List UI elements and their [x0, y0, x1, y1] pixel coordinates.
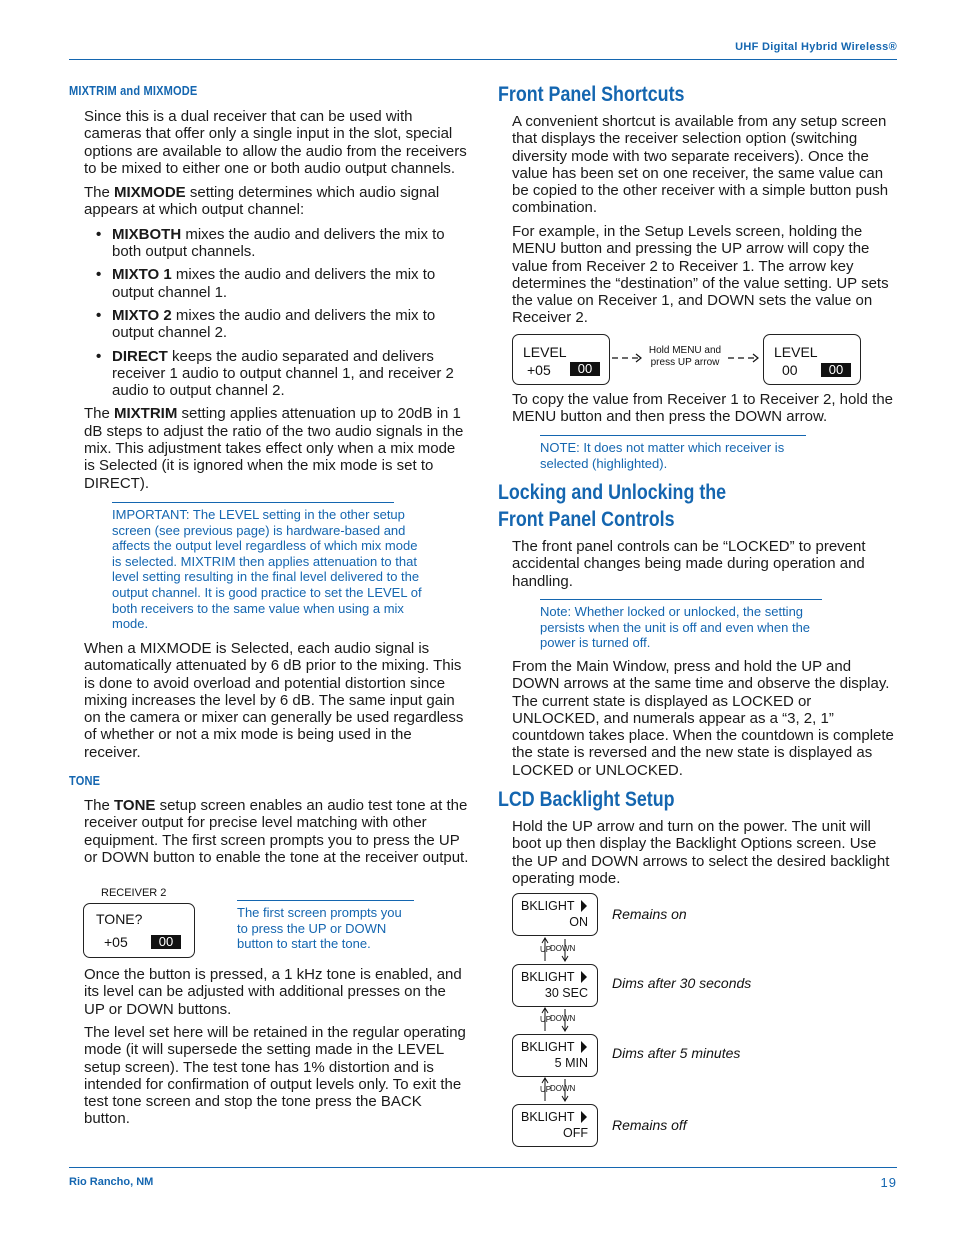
list-item [84, 266, 470, 301]
important-note [112, 502, 422, 632]
down-label: DOWN [550, 944, 576, 953]
tone-lcd-value: +05 [104, 934, 128, 950]
level-lcd-b-line1: LEVEL [774, 344, 818, 360]
backlight-line2: 30 SEC [544, 986, 588, 1000]
header-title: UHF Digital Hybrid Wireless® [735, 41, 897, 53]
lock-persist-note: Note: Whether locked or unlocked, the setting persists when the unit is off and even when the power is turned off. [540, 599, 822, 651]
locking-intro-paragraph: The front panel controls can be “LOCKED” to prevent accidental changes being made during operation and handling. [512, 538, 866, 590]
page-number: 19 [880, 1175, 897, 1190]
tone-retained-paragraph: The level set here will be retained in the regular operating mode (it will supersede the setting made in the LEVEL setup screen). The test tone has 1% distortion and is intended for confirmation of output levels only. To exit the test tone screen and stop the tone press the BACK button. [84, 1024, 466, 1128]
backlight-line1: BKLIGHT [521, 899, 575, 913]
selected-note: NOTE: It does not matter which receiver is selected (highlighted). [540, 435, 806, 471]
bullet-bold: MIXBOTH [112, 225, 182, 243]
backlight-lcd-30sec [512, 964, 598, 1007]
up-label: UP [540, 1015, 552, 1024]
right-arrow-icon [581, 1041, 587, 1053]
tone-lcd-line1: TONE? [96, 911, 143, 927]
locking-heading-line1: Locking and Unlocking the [498, 481, 727, 504]
level-lcd-receiver-b [763, 334, 861, 385]
tone-heading: TONE [69, 773, 101, 788]
mixmode-list [84, 226, 470, 400]
right-arrow-icon [581, 971, 587, 983]
mixtrim-paragraph [84, 405, 470, 491]
backlight-line2: OFF [563, 1126, 588, 1140]
updown-connector [520, 1075, 584, 1104]
copy-instruction: Hold MENU and press UP arrow [648, 345, 722, 368]
tone-lcd-highlight: 00 [151, 935, 181, 949]
backlight-line2: ON [569, 915, 588, 929]
mixmode-bold: MIXMODE [114, 184, 186, 202]
tone-bold: TONE [114, 797, 156, 814]
backlight-desc-30sec: Dims after 30 seconds [612, 975, 752, 991]
down-label: DOWN [550, 1084, 576, 1093]
list-item [84, 307, 470, 342]
bullet-text: mixes the audio and delivers the mix to output channel 2. [112, 306, 436, 342]
bullet-bold: MIXTO 2 [112, 306, 172, 324]
backlight-intro-paragraph: Hold the UP arrow and turn on the power. The unit will boot up then display the Backlight Options screen. Use the UP and DOWN arrows to select the desired backlight operating mode. [512, 818, 890, 887]
lcd-backlight-heading: LCD Backlight Setup [498, 788, 675, 811]
backlight-lcd-5min [512, 1034, 598, 1077]
mixtrim-bold: MIXTRIM [114, 405, 178, 423]
header-rule [69, 59, 897, 60]
bullet-bold: MIXTO 1 [112, 266, 172, 284]
up-label: UP [540, 1085, 552, 1094]
backlight-desc-off: Remains off [612, 1117, 687, 1133]
backlight-line1: BKLIGHT [521, 1040, 575, 1054]
level-lcd-b-value: 00 [782, 362, 798, 378]
level-lcd-b-highlight: 00 [821, 363, 851, 377]
backlight-line2: 5 MIN [554, 1056, 588, 1070]
up-label: UP [540, 945, 552, 954]
mixmode-paragraph [84, 184, 470, 219]
list-item [84, 226, 470, 261]
mixtrim-post: setting applies attenuation up to 20dB in 1 dB steps to adjust the ratio of the two audio signals in the mix. This adjustment takes effect only when a mix mode is Selected (it is ignored when the mix mode is set to DIRECT). [84, 405, 464, 492]
locking-procedure-paragraph: From the Main Window, press and hold the UP and DOWN arrows at the same time and observe the display. The current state is displayed as LOCKED or UNLOCKED, and numerals appear as a “3, 2, 1” countdown takes place. When the countdown is complete the state is reversed and the new state is displayed as LOCKED or UNLOCKED. [512, 658, 894, 779]
backlight-line1: BKLIGHT [521, 1110, 575, 1124]
level-lcd-a-line1: LEVEL [523, 344, 567, 360]
level-lcd-receiver-a [512, 334, 610, 385]
front-panel-shortcuts-heading: Front Panel Shortcuts [498, 83, 685, 106]
level-lcd-a-value: +05 [527, 362, 551, 378]
copy-down-paragraph: To copy the value from Receiver 1 to Receiver 2, hold the MENU button and then press the DOWN arrow. [512, 391, 894, 426]
backlight-lcd-on [512, 893, 598, 936]
footer-location: Rio Rancho, NM [69, 1176, 154, 1188]
right-arrow-icon [581, 900, 587, 912]
backlight-line1: BKLIGHT [521, 970, 575, 984]
backlight-desc-on: Remains on [612, 906, 687, 922]
right-arrow-icon [581, 1111, 587, 1123]
bullet-text: mixes the audio and delivers the mix to both output channels. [112, 225, 445, 261]
backlight-desc-5min: Dims after 5 minutes [612, 1045, 741, 1061]
updown-connector [520, 935, 584, 964]
left-intro-block [84, 108, 470, 492]
bullet-bold: DIRECT [112, 347, 168, 365]
tone-paragraph [84, 797, 470, 866]
important-note-text: IMPORTANT: The LEVEL setting in the other setup screen (see previous page) is hardware-based and affects the output level regardless of which mix mode is selected. MIXTRIM then applies attenuation to that level setting resulting in the final level delivered to the output channel. It is good practice to set the LEVEL of both receivers to the same value when using a mix mode. [112, 507, 422, 632]
down-label: DOWN [550, 1014, 576, 1023]
level-lcd-a-highlight: 00 [570, 362, 600, 376]
mixmode-pre: The [84, 184, 115, 202]
tone-lcd-screen [83, 903, 195, 958]
bullet-text: keeps the audio separated and delivers receiver 1 audio to output channel 1, and receiver 2 audio to output channel 2. [112, 347, 454, 400]
mixtrim-pre: The [84, 405, 115, 423]
list-item [84, 348, 470, 400]
shortcut-example-paragraph: For example, in the Setup Levels screen, holding the MENU button and pressing the UP arrow will copy the value from Receiver 2 to Receiver 1. The arrow key determines the “destination” of the value setting. UP sets the value on Receiver 1, and DOWN sets the value on Receiver 2. [512, 223, 889, 327]
footer-rule [69, 1167, 897, 1168]
tone-note: The first screen prompts you to press the UP or DOWN button to start the tone. [237, 900, 414, 952]
mixmode-post: setting determines which audio signal appears at which output channel: [84, 184, 440, 219]
tone-lcd-caption: RECEIVER 2 [101, 887, 167, 899]
tone-post: setup screen enables an audio test tone at the receiver output for precise level matching with other equipment. The first screen prompts you to press the UP or DOWN button to enable the tone at the receiver output. [84, 797, 469, 866]
updown-connector [520, 1005, 584, 1034]
mix-intro-paragraph: Since this is a dual receiver that can be used with cameras that offer only a single input in the slot, special options are available to allow the audio from the receivers to be mixed to either one or both audio output channels. [84, 108, 467, 177]
mixtrim-heading: MIXTRIM and MIXMODE [69, 83, 198, 98]
bullet-text: mixes the audio and delivers the mix to output channel 1. [112, 266, 436, 301]
shortcut-intro-paragraph: A convenient shortcut is available from any setup screen that displays the receiver selection option (switching diversity mode with two separate receivers). Once the value has been set on one receiver, the same value can be copied to the other receiver with a simple button push combination. [512, 113, 889, 217]
locking-heading-line2: Front Panel Controls [498, 508, 675, 531]
backlight-lcd-off [512, 1104, 598, 1147]
tone-enabled-paragraph: Once the button is pressed, a 1 kHz tone is enabled, and its level can be adjusted with additional presses on the UP or DOWN buttons. [84, 966, 462, 1018]
tone-pre: The [84, 797, 115, 814]
mixmode-attenuation-paragraph: When a MIXMODE is Selected, each audio signal is automatically attenuated by 6 dB prior to the mixing. This is done to avoid overload and potential distortion since mixing increases the level by 6 dB. The same input gain on the camera or mixer can generally be used regardless of whether or not a mix mode is being used in the receiver. [84, 640, 464, 761]
